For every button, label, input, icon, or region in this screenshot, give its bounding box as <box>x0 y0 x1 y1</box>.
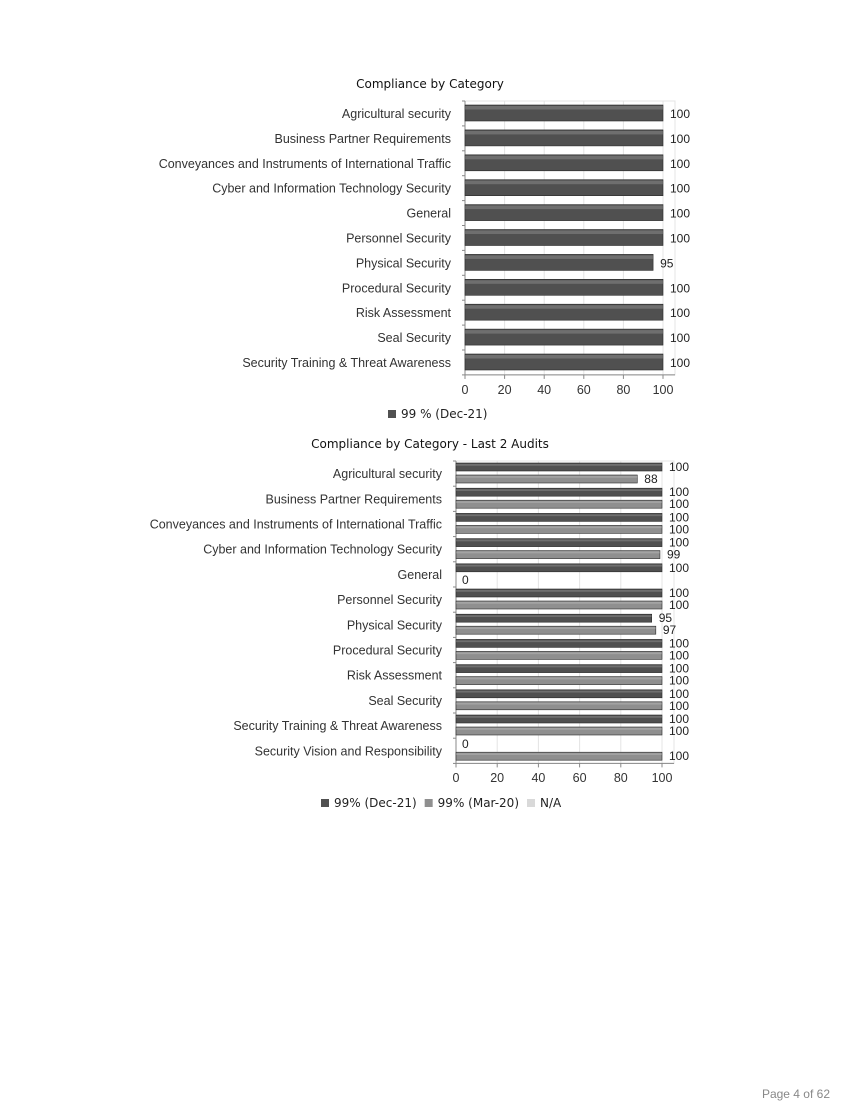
bar-highlight <box>456 666 662 668</box>
category-label: Cyber and Information Technology Security <box>212 181 451 196</box>
data-label: 100 <box>669 522 690 537</box>
bar-highlight <box>456 728 662 730</box>
bar-highlight <box>465 131 663 135</box>
category-label: Security Training & Threat Awareness <box>242 355 451 370</box>
bar-highlight <box>465 156 663 160</box>
data-label: 100 <box>670 231 691 246</box>
bar-highlight <box>456 640 662 642</box>
x-tick-label: 0 <box>452 771 460 785</box>
data-label: 100 <box>670 206 691 221</box>
x-tick-label: 100 <box>652 383 674 397</box>
data-label: 100 <box>669 510 690 525</box>
data-label: 0 <box>462 572 469 587</box>
bar-highlight <box>456 716 662 718</box>
legend-label: 99% (Dec-21) <box>334 796 417 810</box>
bar-highlight <box>456 514 662 516</box>
bar-highlight <box>456 540 662 542</box>
category-label: Cyber and Information Technology Security <box>203 542 442 557</box>
data-label: 100 <box>670 306 691 321</box>
data-label: 95 <box>660 256 674 271</box>
bar-highlight <box>456 489 662 491</box>
data-label: 88 <box>644 472 658 486</box>
bar-highlight <box>456 476 637 478</box>
legend-label: N/A <box>540 796 562 810</box>
x-tick-label: 40 <box>537 383 552 397</box>
chart-title: Compliance by Category - Last 2 Audits <box>311 437 549 451</box>
category-label: Risk Assessment <box>346 668 442 683</box>
category-label: Procedural Security <box>332 643 442 658</box>
x-tick-label: 100 <box>651 771 673 785</box>
data-label: 100 <box>669 712 690 726</box>
bar-highlight <box>456 501 662 503</box>
data-label: 100 <box>669 460 690 474</box>
page-footer: Page 4 of 62 <box>761 1087 830 1101</box>
legend-swatch <box>321 799 329 807</box>
data-label: 100 <box>669 598 690 612</box>
data-label: 100 <box>669 686 690 701</box>
category-label: Physical Security <box>346 618 442 633</box>
category-label: Business Partner Requirements <box>274 131 451 146</box>
bar-highlight <box>465 231 663 235</box>
category-label: Conveyances and Instruments of International Traffic <box>158 156 451 171</box>
data-label: 95 <box>658 611 673 626</box>
bar-highlight <box>456 691 662 693</box>
x-tick-label: 60 <box>576 383 591 397</box>
x-tick-label: 40 <box>531 771 546 785</box>
bar-highlight <box>456 753 662 755</box>
data-label: 100 <box>669 560 690 575</box>
x-tick-label: 80 <box>616 383 631 397</box>
data-label: 100 <box>669 724 690 738</box>
bar-highlight <box>456 590 662 592</box>
bar-highlight <box>465 206 663 210</box>
legend-swatch <box>527 799 535 807</box>
data-label: 100 <box>669 648 690 663</box>
legend-swatch <box>388 410 396 418</box>
data-label: 99 <box>666 547 681 562</box>
bar-highlight <box>456 552 660 554</box>
data-label: 100 <box>669 636 690 651</box>
category-label: Physical Security <box>355 256 451 271</box>
data-label: 100 <box>669 698 690 713</box>
category-label: Procedural Security <box>341 281 451 296</box>
bar-highlight <box>465 305 663 309</box>
bar-highlight <box>456 652 662 654</box>
legend-label: 99% (Mar-20) <box>437 796 519 810</box>
data-label: 100 <box>669 586 690 600</box>
bar-highlight <box>456 602 662 604</box>
category-label: Personnel Security <box>337 593 442 608</box>
data-label: 100 <box>670 281 691 296</box>
data-label: 100 <box>669 661 690 676</box>
bar-highlight <box>456 703 662 705</box>
bar-highlight <box>456 678 662 680</box>
data-label: 100 <box>669 749 690 764</box>
data-label: 100 <box>669 497 690 512</box>
bar-highlight <box>465 355 663 359</box>
data-label: 0 <box>462 737 469 752</box>
bar-highlight <box>465 330 663 334</box>
bar-highlight <box>456 615 652 617</box>
x-tick-label: 80 <box>613 771 628 785</box>
data-label: 100 <box>670 156 691 171</box>
x-tick-label: 20 <box>497 383 512 397</box>
data-label: 100 <box>670 107 691 121</box>
category-label: Risk Assessment <box>355 306 451 321</box>
category-label: Agricultural security <box>341 106 451 121</box>
data-label: 100 <box>669 485 690 500</box>
bar-highlight <box>465 181 663 185</box>
bar-highlight <box>456 464 662 466</box>
bar-highlight <box>465 106 663 110</box>
data-label: 100 <box>669 673 690 688</box>
data-label: 100 <box>669 535 690 550</box>
data-label: 97 <box>662 623 677 638</box>
data-label: 100 <box>670 181 691 196</box>
data-label: 100 <box>670 356 691 370</box>
bar-highlight <box>456 565 662 567</box>
x-tick-label: 60 <box>572 771 587 785</box>
category-label: General <box>397 567 442 582</box>
category-label: Personnel Security <box>346 231 451 246</box>
x-tick-label: 20 <box>490 771 505 785</box>
category-label: Security Training & Threat Awareness <box>233 719 442 734</box>
chart-title: Compliance by Category <box>356 77 504 91</box>
bar-highlight <box>465 255 653 259</box>
category-label: Conveyances and Instruments of International Traffic <box>149 517 442 532</box>
data-label: 100 <box>670 331 691 346</box>
category-label: Agricultural security <box>332 467 442 482</box>
category-label: Business Partner Requirements <box>265 492 442 507</box>
legend-label: 99 % (Dec-21) <box>401 407 488 421</box>
legend-swatch <box>425 799 433 807</box>
x-tick-label: 0 <box>461 383 469 397</box>
category-label: Seal Security <box>368 693 442 708</box>
bar-highlight <box>456 526 662 528</box>
data-label: 100 <box>670 131 691 146</box>
category-label: Seal Security <box>377 331 451 346</box>
bar-highlight <box>456 627 656 629</box>
category-label: Security Vision and Responsibility <box>254 744 442 759</box>
bar-highlight <box>465 280 663 284</box>
category-label: General <box>406 206 451 221</box>
